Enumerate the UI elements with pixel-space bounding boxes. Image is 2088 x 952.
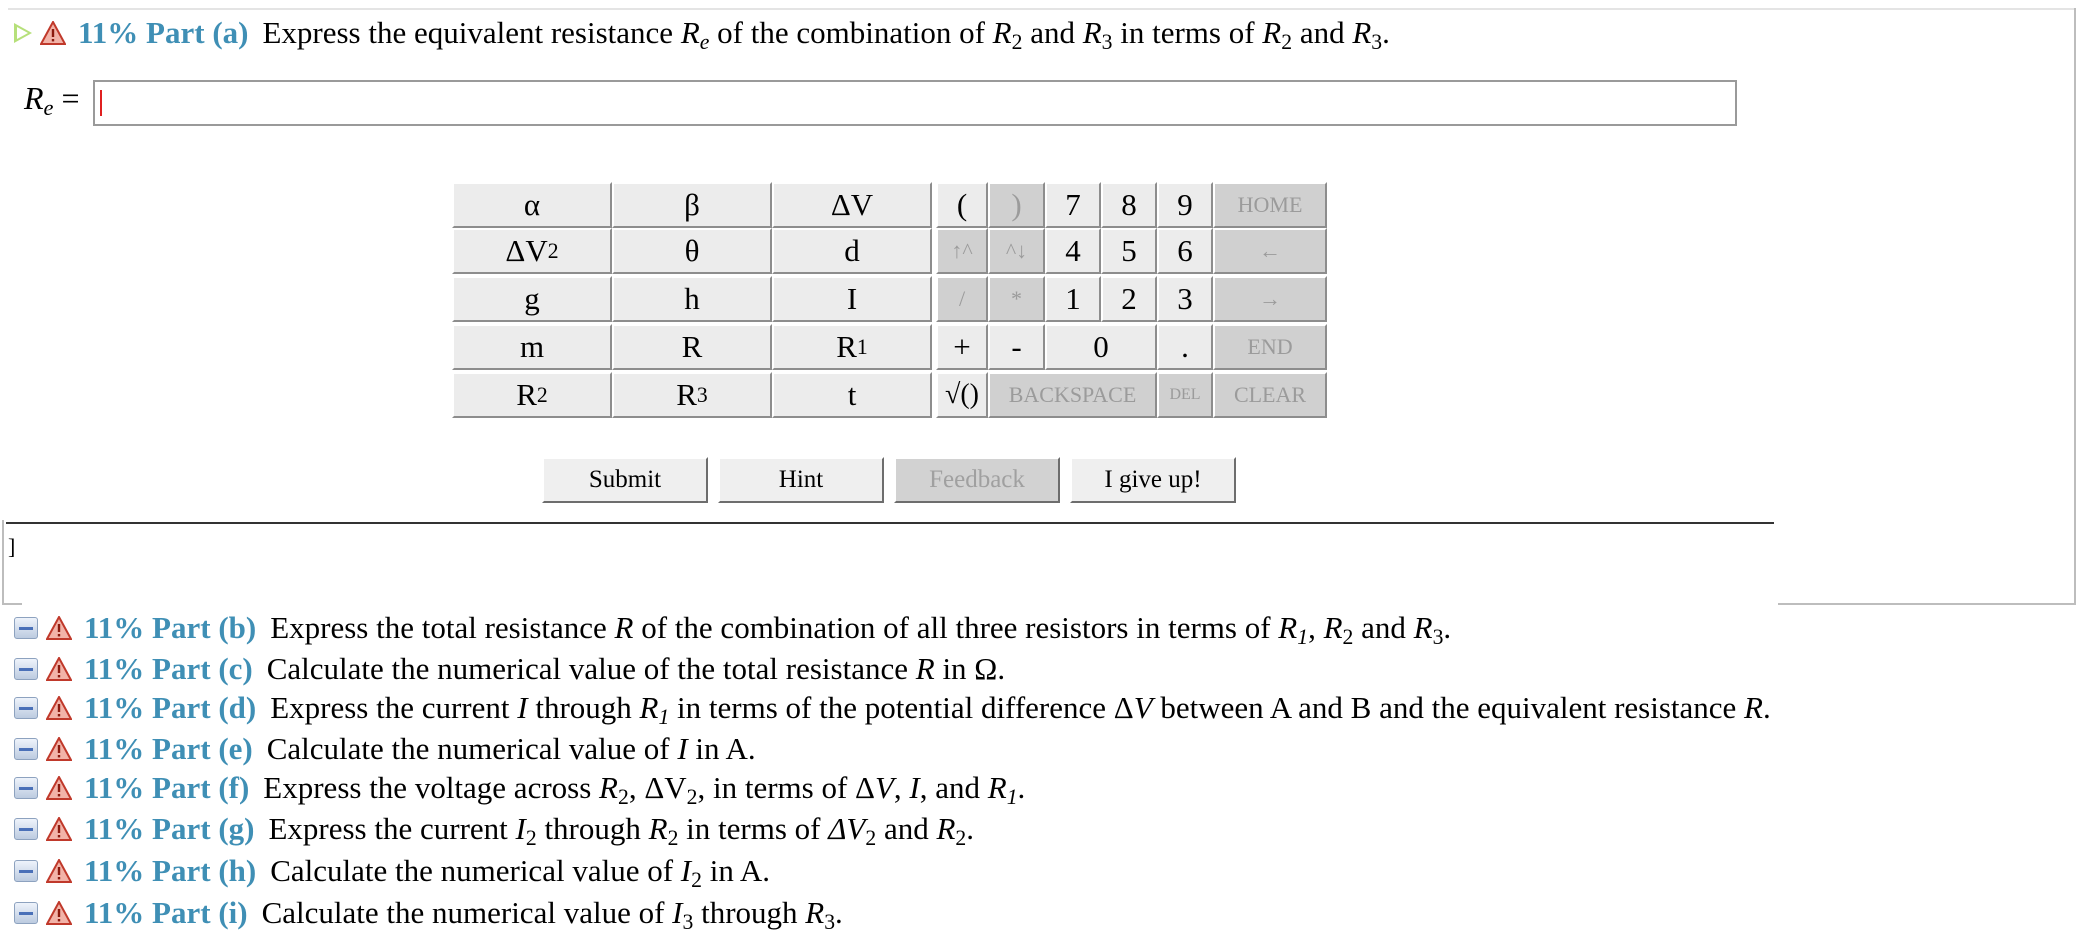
part-a-header <box>14 14 1390 52</box>
key-r[interactable]: R <box>612 324 772 370</box>
part-a-tag: 11% Part (a) <box>78 15 249 50</box>
text-cursor <box>100 90 102 116</box>
part-a-frame-left <box>2 520 4 604</box>
part-f-row[interactable] <box>14 769 1025 807</box>
answer-input[interactable] <box>93 80 1737 126</box>
key-delta-v2[interactable]: ΔV 2 <box>452 228 612 274</box>
part-e-row[interactable] <box>14 730 756 768</box>
part-i-tag: 11% Part (i) <box>84 895 248 930</box>
key-3[interactable]: 3 <box>1157 276 1213 322</box>
key-clear: CLEAR <box>1213 372 1327 418</box>
key-plus[interactable]: + <box>936 324 988 370</box>
key-delta-v[interactable]: ΔV <box>772 182 932 228</box>
part-e-question: Calculate the numerical value of I in A. <box>266 731 756 766</box>
part-g-row[interactable] <box>14 810 974 848</box>
key-beta[interactable]: β <box>612 182 772 228</box>
key-d[interactable]: d <box>772 228 932 274</box>
key-del: DEL <box>1157 372 1213 418</box>
part-c-tag: 11% Part (c) <box>84 651 253 686</box>
key-r3[interactable]: R 3 <box>612 372 772 418</box>
part-e-tag: 11% Part (e) <box>84 731 253 766</box>
warning-icon <box>46 901 72 925</box>
part-i-question: Calculate the numerical value of $I_3$ through $R_3$. <box>261 895 843 934</box>
collapse-icon[interactable] <box>14 777 38 799</box>
key-5[interactable]: 5 <box>1101 228 1157 274</box>
collapse-icon[interactable] <box>14 738 38 760</box>
key-9[interactable]: 9 <box>1157 182 1213 228</box>
collapse-icon[interactable] <box>14 860 38 882</box>
key-r1[interactable]: R 1 <box>772 324 932 370</box>
key-subscript-down: ^↓ <box>988 228 1045 274</box>
part-g-tag: 11% Part (g) <box>84 811 255 846</box>
key-decimal[interactable]: . <box>1157 324 1213 370</box>
give-up-button[interactable]: I give up! <box>1070 457 1236 503</box>
warning-icon <box>46 616 72 640</box>
part-b-tag: 11% Part (b) <box>84 610 257 645</box>
key-end: END <box>1213 324 1327 370</box>
collapse-icon[interactable] <box>14 617 38 639</box>
warning-icon <box>46 859 72 883</box>
key-4[interactable]: 4 <box>1045 228 1101 274</box>
hint-button[interactable]: Hint <box>718 457 884 503</box>
part-g-question: Express the current $I_2$ through $R_2$ in terms of $\Delta V_2$ and $R_2$. <box>268 811 974 850</box>
part-h-row[interactable] <box>14 852 770 890</box>
warning-icon <box>46 817 72 841</box>
key-backspace: BACKSPACE <box>988 372 1157 418</box>
part-b-question: Express the total resistance R of the combination of all three resistors in terms of $R_1$, $R_2$ and $R_3$. <box>270 610 1452 649</box>
key-8[interactable]: 8 <box>1101 182 1157 228</box>
collapse-icon[interactable] <box>14 818 38 840</box>
key-0[interactable]: 0 <box>1045 324 1157 370</box>
key-t[interactable]: t <box>772 372 932 418</box>
part-i-row[interactable] <box>14 894 843 932</box>
key-home: HOME <box>1213 182 1327 228</box>
warning-icon <box>46 657 72 681</box>
part-d-question: Express the current I through $R_1$ in terms of the potential difference ΔV between A and B and the equivalent resistance R. <box>270 690 1771 729</box>
key-g[interactable]: g <box>452 276 612 322</box>
key-6[interactable]: 6 <box>1157 228 1213 274</box>
answer-label: $R_e$ = <box>24 80 80 120</box>
part-a-frame-right <box>2074 8 2076 604</box>
key-right-paren: ) <box>988 182 1045 228</box>
submit-button[interactable]: Submit <box>542 457 708 503</box>
key-divide: / <box>936 276 988 322</box>
part-a-frame-top <box>8 8 2076 10</box>
part-b-row[interactable] <box>14 609 1451 647</box>
divider <box>6 522 1774 524</box>
part-h-question: Calculate the numerical value of $I_2$ in A. <box>270 853 770 892</box>
key-alpha[interactable]: α <box>452 182 612 228</box>
key-h[interactable]: h <box>612 276 772 322</box>
warning-icon <box>40 21 66 45</box>
key-arrow-left: ← <box>1213 228 1327 274</box>
part-d-tag: 11% Part (d) <box>84 690 257 725</box>
key-superscript-up: ↑^ <box>936 228 988 274</box>
key-arrow-right: → <box>1213 276 1327 322</box>
key-i[interactable]: I <box>772 276 932 322</box>
key-2[interactable]: 2 <box>1101 276 1157 322</box>
part-d-row[interactable] <box>14 689 1771 727</box>
part-c-row[interactable] <box>14 650 1005 688</box>
part-h-tag: 11% Part (h) <box>84 853 257 888</box>
key-theta[interactable]: θ <box>612 228 772 274</box>
stray-mark: ] <box>8 534 16 559</box>
warning-icon <box>46 696 72 720</box>
key-minus[interactable]: - <box>988 324 1045 370</box>
part-c-question: Calculate the numerical value of the total resistance R in Ω. <box>266 651 1006 686</box>
part-a-question: Express the equivalent resistance $R_e$ of the combination of $R_2$ and $R_3$ in terms of $R_2$ and $R_3$. <box>262 15 1390 54</box>
key-1[interactable]: 1 <box>1045 276 1101 322</box>
key-left-paren[interactable]: ( <box>936 182 988 228</box>
warning-icon <box>46 737 72 761</box>
collapse-icon[interactable] <box>14 902 38 924</box>
part-a-frame-left-bottom <box>2 603 22 605</box>
key-m[interactable]: m <box>452 324 612 370</box>
key-sqrt[interactable]: √() <box>936 372 988 418</box>
expand-triangle-icon[interactable] <box>14 23 32 43</box>
key-r2[interactable]: R 2 <box>452 372 612 418</box>
key-7[interactable]: 7 <box>1045 182 1101 228</box>
part-a-frame-bottom <box>1778 603 2076 605</box>
part-f-question: Express the voltage across $R_2$, $\Delta V_2$, in terms of ΔV, I, and $R_1$. <box>263 770 1026 809</box>
warning-icon <box>46 776 72 800</box>
key-multiply: * <box>988 276 1045 322</box>
part-f-tag: 11% Part (f) <box>84 770 250 805</box>
feedback-button: Feedback <box>894 457 1060 503</box>
collapse-icon[interactable] <box>14 658 38 680</box>
collapse-icon[interactable] <box>14 697 38 719</box>
